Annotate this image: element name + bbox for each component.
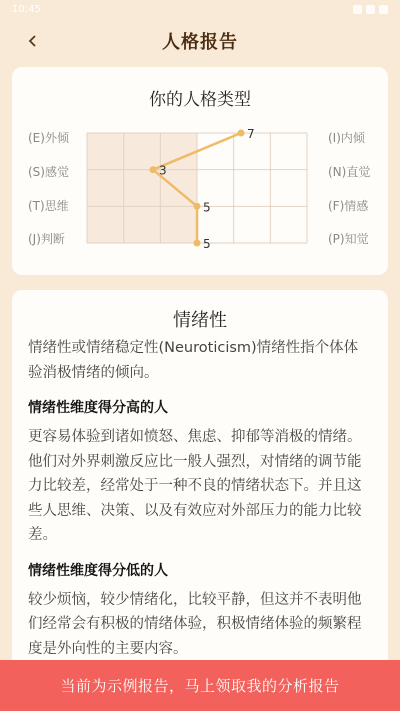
back-button[interactable] bbox=[20, 28, 46, 54]
wifi-icon bbox=[353, 5, 362, 14]
status-time: 10:45 bbox=[12, 3, 41, 15]
dim-left-label: (T)思维 bbox=[28, 199, 69, 213]
trait-card bbox=[12, 290, 388, 670]
dim-right-label: (P)知觉 bbox=[328, 232, 369, 246]
data-point bbox=[238, 130, 245, 137]
data-point bbox=[150, 166, 157, 173]
data-label: 5 bbox=[203, 200, 211, 215]
status-bar bbox=[0, 0, 400, 18]
high-score-heading: 情绪性维度得分高的人 bbox=[28, 400, 168, 416]
chart-shade bbox=[87, 133, 197, 243]
dim-right-label: (F)情感 bbox=[328, 199, 369, 213]
high-score-text: 更容易体验到诸如愤怒、焦虑、抑郁等消极的情绪。他们对外界刺激反应比一般人强烈，对情绪的调节能力比较差，经常处于一种不良的情绪状态下。并且这些人思维、决策、以及有效应对外部压力的能力比较差。 bbox=[28, 429, 362, 543]
dim-right-label: (N)直觉 bbox=[328, 165, 371, 179]
low-score-text: 较少烦恼，较少情绪化，比较平静，但这并不表明他们经常会有积极的情绪体验，积极情绪体验的频繁程度是外向性的主要内容。 bbox=[28, 591, 362, 657]
data-label: 7 bbox=[247, 127, 255, 141]
dim-right-label: (I)内倾 bbox=[328, 131, 365, 145]
trait-title: 情绪性 bbox=[173, 310, 227, 331]
dim-left-label: (J)判断 bbox=[28, 232, 65, 246]
trait-intro: 情绪性或情绪稳定性(Neuroticism)情绪性指个体体验消极情绪的倾向。 bbox=[28, 340, 359, 381]
data-label: 5 bbox=[203, 237, 211, 251]
personality-type-card bbox=[12, 67, 388, 275]
dim-left-label: (S)感觉 bbox=[28, 165, 69, 179]
trait-body bbox=[28, 336, 372, 661]
page-title: 人格报告 bbox=[162, 32, 238, 53]
status-icons bbox=[353, 5, 388, 14]
dim-left-label: (E)外倾 bbox=[28, 131, 69, 145]
data-point bbox=[194, 240, 201, 247]
signal-icon bbox=[366, 5, 375, 14]
nav-bar bbox=[0, 18, 400, 64]
battery-icon bbox=[379, 5, 388, 14]
data-label: 3 bbox=[159, 163, 167, 178]
data-point bbox=[194, 203, 201, 210]
low-score-heading: 情绪性维度得分低的人 bbox=[28, 562, 168, 579]
get-report-button[interactable] bbox=[0, 660, 400, 711]
get-report-label: 当前为示例报告，马上领取我的分析报告 bbox=[60, 677, 340, 695]
type-card-title: 你的人格类型 bbox=[149, 90, 251, 110]
chevron-left-icon bbox=[27, 34, 39, 48]
personality-chart bbox=[87, 127, 307, 251]
